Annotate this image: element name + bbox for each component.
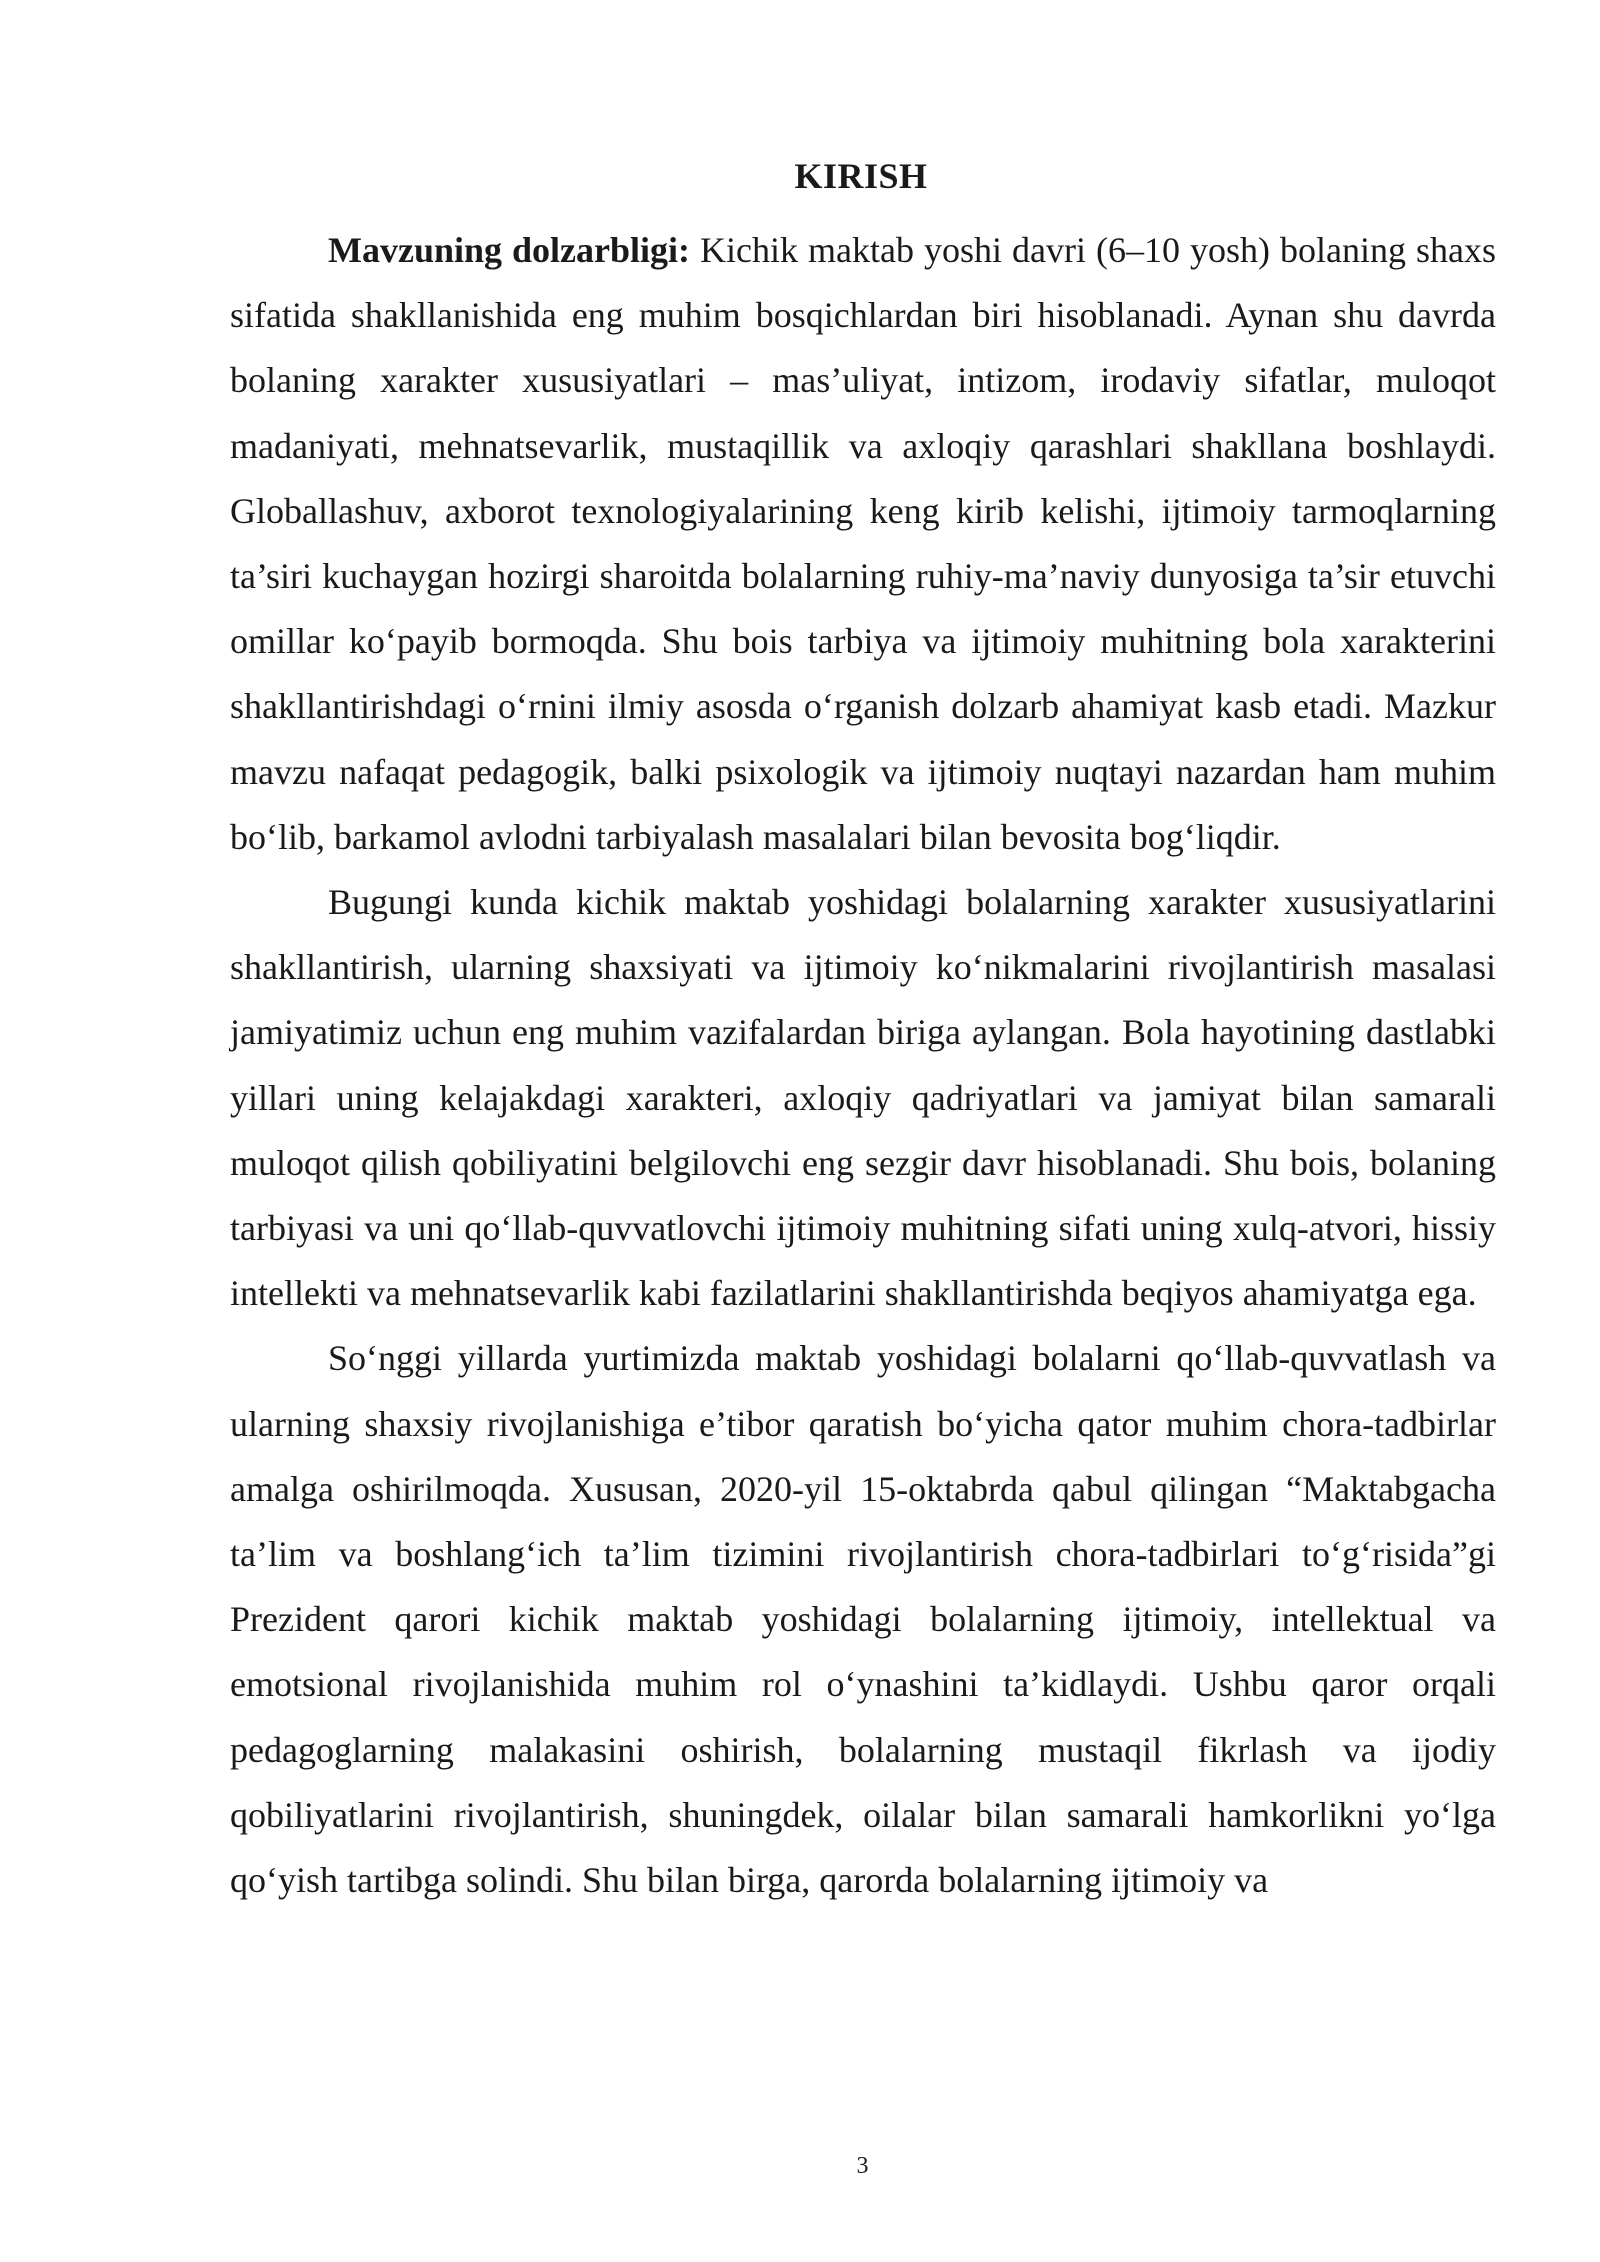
section-title: KIRISH — [794, 156, 928, 196]
paragraph-lead: Mavzuning dolzarbligi: — [328, 230, 691, 270]
paragraph-character-formation: Bugungi kunda kichik maktab yoshidagi bolalarning xarakter xususiyatlarini shakllantirish, ularning shaxsiyati va ijtimoiy ko‘nikmalarini rivojlantirish masalasi jamiyatimiz uchun eng muhim vazifalardan biriga aylangan. Bola hayotining dastlabki yillari uning kelajakdagi xarakteri, axloqiy qadriyatlari va jamiyat bilan samarali muloqot qilish qobiliyatini belgilovchi eng sezgir davr hisoblanadi. Shu bois, bolaning tarbiyasi va uni qo‘llab-quvvatlovchi ijtimoiy muhitning sifati uning xulq-atvori, hissiy intellekti va mehnatsevarlik kabi fazilatlarini shakllantirishda beqiyos ahamiyatga ega. — [230, 882, 1496, 1314]
page-number: 3 — [856, 2153, 869, 2179]
paragraph-relevance — [230, 218, 1496, 870]
paragraph-state-measures: So‘nggi yillarda yurtimizda maktab yoshidagi bolalarni qo‘llab-quvvatlash va ularning shaxsiy rivojlanishiga e’tibor qaratish bo‘yicha qator muhim chora-tadbirlar amalga oshirilmoqda. Xususan, 2020-yil 15-oktabrda qabul qilingan “Maktabgacha ta’lim va boshlang‘ich ta’lim tizimini rivojlantirish chora-tadbirlari to‘g‘risida”gi Prezident qarori kichik maktab yoshidagi bolalarning ijtimoiy, intellektual va emotsional rivojlanishida muhim rol o‘ynashini ta’kidlaydi. Ushbu qaror orqali pedagoglarning malakasini oshirish, bolalarning mustaqil fikrlash va ijodiy qobiliyatlarini rivojlantirish, shuningdek, oilalar bilan samarali hamkorlikni yo‘lga qo‘yish tartibga solindi. Shu bilan birga, qarorda bolalarning ijtimoiy va — [230, 1338, 1496, 1901]
body-text — [230, 218, 1496, 1913]
paragraph-text: Kichik maktab yoshi davri (6–10 yosh) bolaning shaxs sifatida shakllanishida eng muhim bosqichlardan biri hisoblanadi. Aynan shu davrda bolaning xarakter xususiyatlari – mas’uliyat, intizom, irodaviy sifatlar, muloqot madaniyati, mehnatsevarlik, mustaqillik va axloqiy qarashlari shakllana boshlaydi. Globallashuv, axborot texnologiyalarining keng kirib kelishi, ijtimoiy tarmoqlarning ta’siri kuchaygan hozirgi sharoitda bolalarning ruhiy-ma’naviy dunyosiga ta’sir etuvchi omillar ko‘payib bormoqda. Shu bois tarbiya va ijtimoiy muhitning bola xarakterini shakllantirishdagi o‘rnini ilmiy asosda o‘rganish dolzarb ahamiyat kasb etadi. Mazkur mavzu nafaqat pedagogik, balki psixologik va ijtimoiy nuqtayi nazardan ham muhim bo‘lib, barkamol avlodni tarbiyalash masalalari bilan bevosita bog‘liqdir. — [230, 230, 1496, 857]
